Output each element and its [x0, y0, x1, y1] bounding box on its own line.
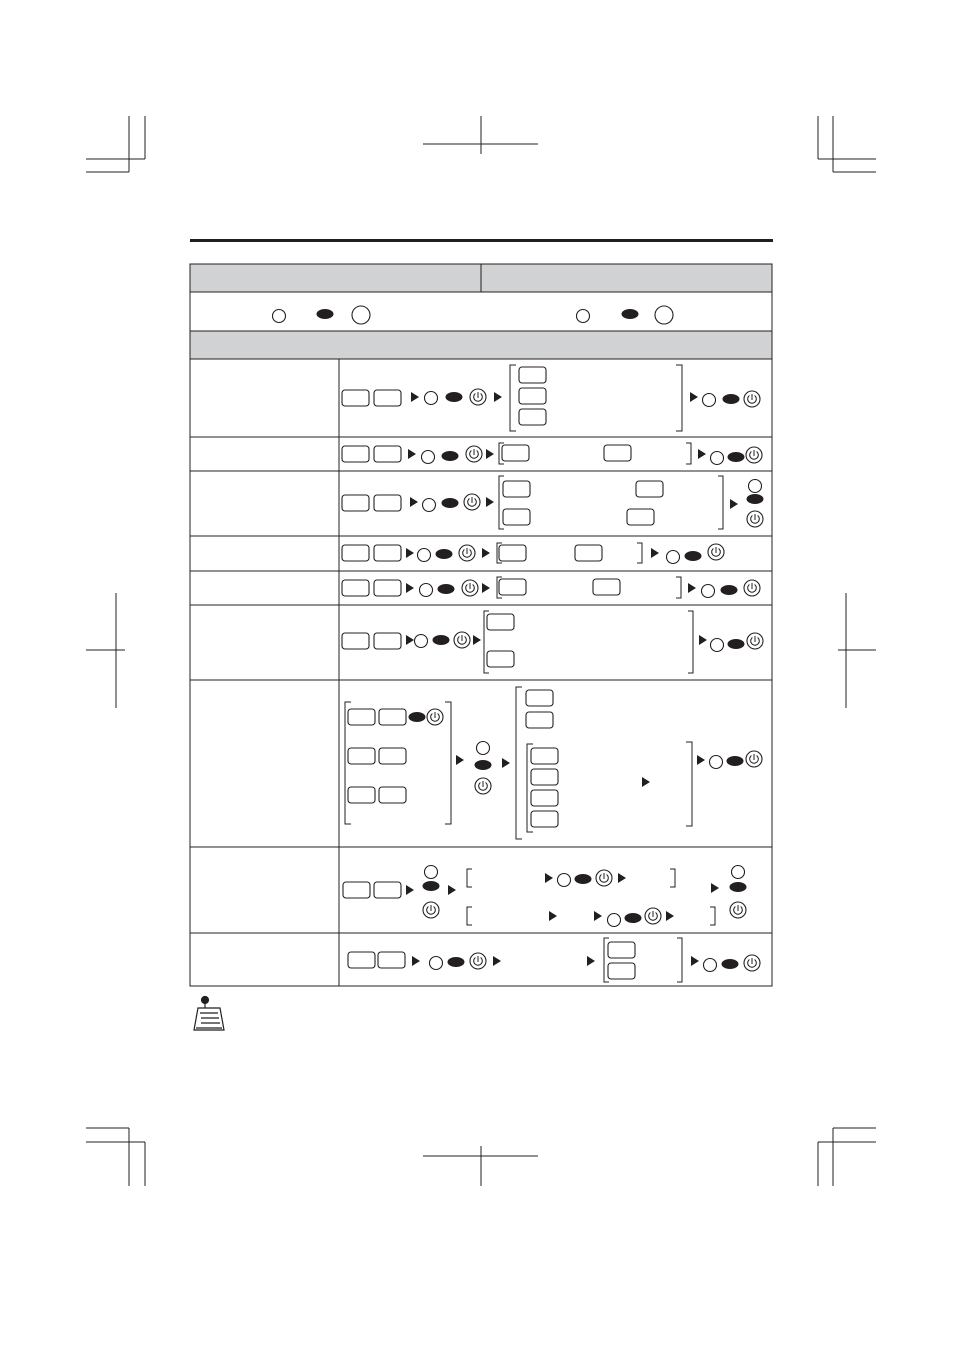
note-pad-icon	[194, 997, 224, 1031]
ring-icon	[352, 306, 370, 324]
section-header-row	[190, 331, 772, 359]
talk-button-icon	[317, 309, 334, 319]
function-table	[190, 264, 772, 986]
ring-icon	[655, 306, 673, 324]
hold-button-icon	[273, 310, 286, 323]
talk-button-icon	[622, 309, 639, 319]
heading-rule	[190, 239, 773, 242]
hold-button-icon	[577, 310, 590, 323]
